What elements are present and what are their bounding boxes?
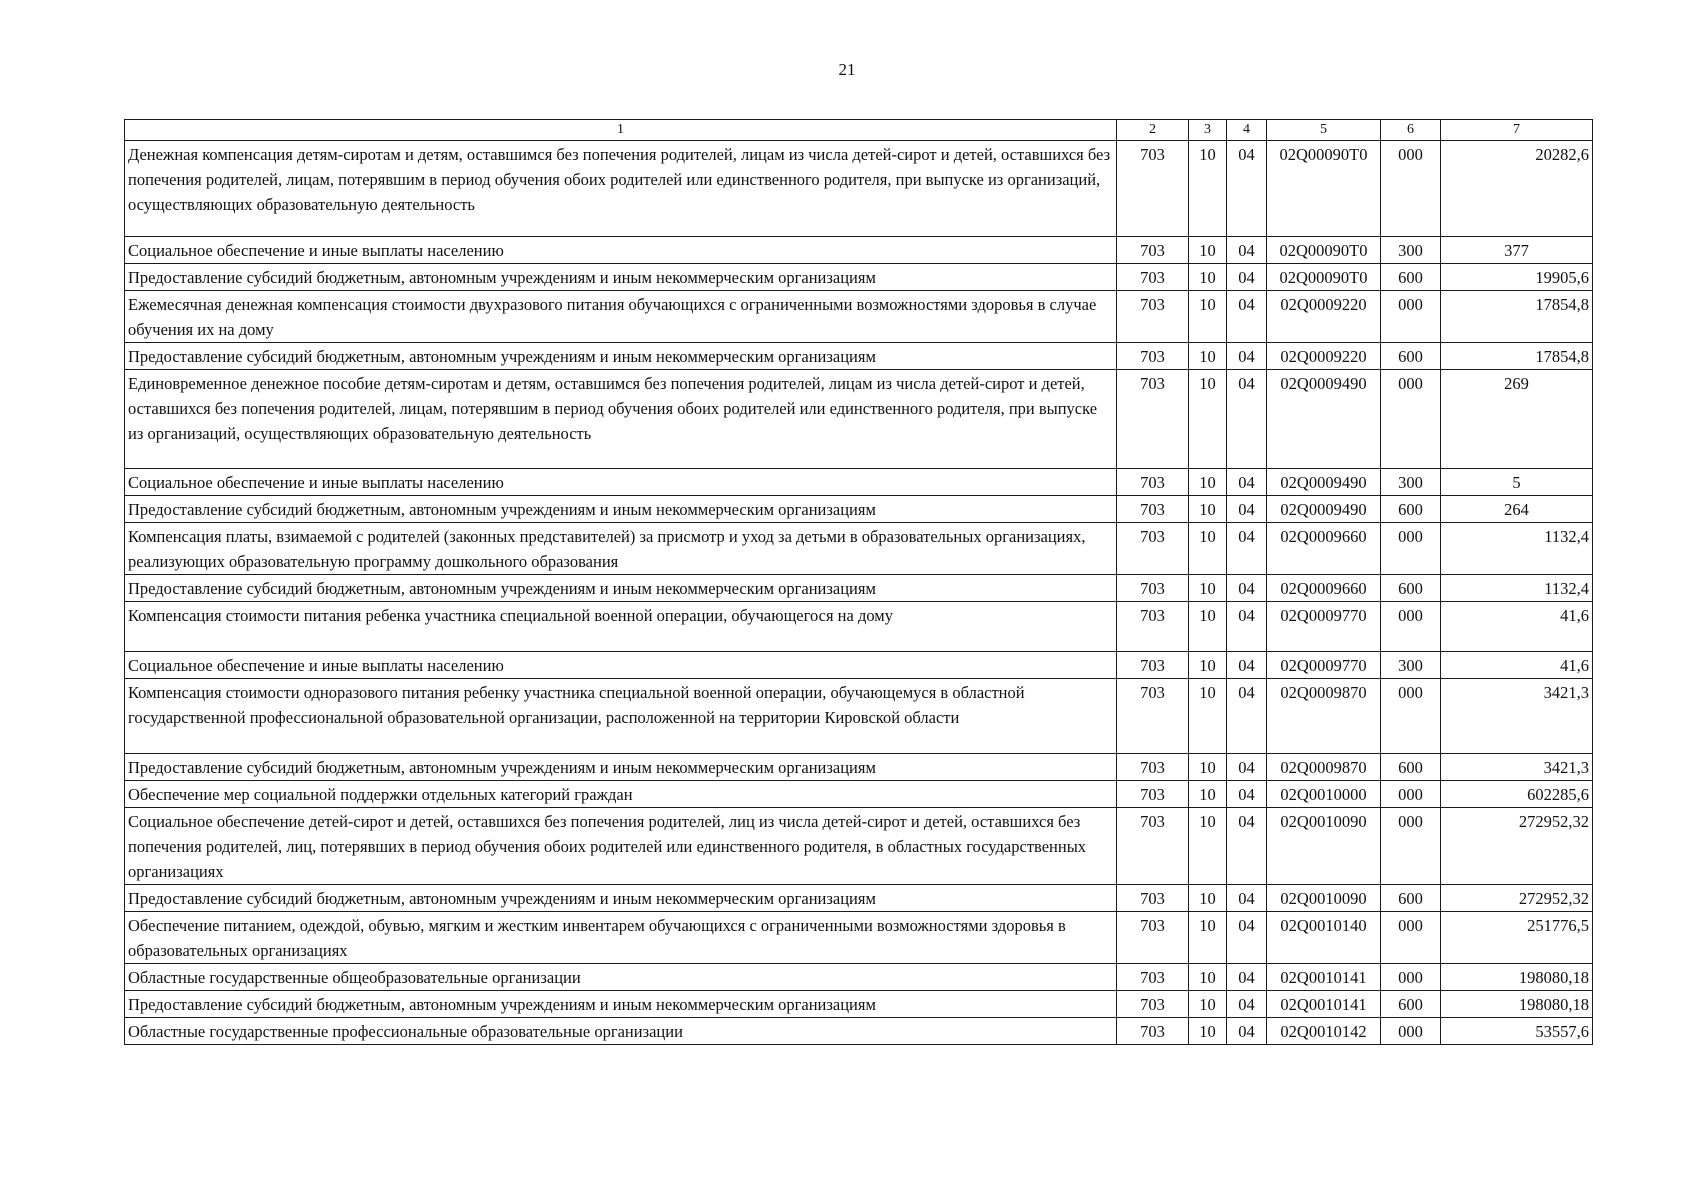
row-name: Предоставление субсидий бюджетным, автономным учреждениям и иным некоммерческим организациям bbox=[125, 496, 1117, 523]
row-subsection-code: 04 bbox=[1227, 141, 1267, 237]
table-row bbox=[125, 652, 1593, 679]
row-section-code: 10 bbox=[1189, 523, 1227, 575]
row-ministry-code: 703 bbox=[1117, 264, 1189, 291]
row-subsection-code: 04 bbox=[1227, 754, 1267, 781]
row-target-article: 02Q0010141 bbox=[1267, 991, 1381, 1018]
col-header-subsection: 4 bbox=[1227, 120, 1267, 141]
row-ministry-code: 703 bbox=[1117, 912, 1189, 964]
row-target-article: 02Q0009870 bbox=[1267, 754, 1381, 781]
row-section-code: 10 bbox=[1189, 264, 1227, 291]
row-amount: 5 bbox=[1441, 469, 1593, 496]
row-subsection-code: 04 bbox=[1227, 808, 1267, 885]
row-name: Предоставление субсидий бюджетным, автономным учреждениям и иным некоммерческим организациям bbox=[125, 885, 1117, 912]
row-section-code: 10 bbox=[1189, 496, 1227, 523]
col-header-ministry: 2 bbox=[1117, 120, 1189, 141]
col-header-name: 1 bbox=[125, 120, 1117, 141]
row-target-article: 02Q0009490 bbox=[1267, 469, 1381, 496]
row-name: Областные государственные общеобразовательные организации bbox=[125, 964, 1117, 991]
row-expense-type: 300 bbox=[1381, 652, 1441, 679]
row-section-code: 10 bbox=[1189, 885, 1227, 912]
table-row bbox=[125, 1018, 1593, 1045]
row-name: Компенсация платы, взимаемой с родителей (законных представителей) за присмотр и уход за детьми в образовательных организациях, реализующих образовательную программу дошкольного образования bbox=[125, 523, 1117, 575]
table-row bbox=[125, 370, 1593, 469]
table-row bbox=[125, 343, 1593, 370]
row-amount: 264 bbox=[1441, 496, 1593, 523]
row-subsection-code: 04 bbox=[1227, 370, 1267, 469]
row-subsection-code: 04 bbox=[1227, 652, 1267, 679]
row-target-article: 02Q0010090 bbox=[1267, 808, 1381, 885]
row-section-code: 10 bbox=[1189, 991, 1227, 1018]
row-name: Социальное обеспечение детей-сирот и детей, оставшихся без попечения родителей, лиц из числа детей-сирот и детей, оставшихся без попечения родителей, лиц, потерявших в период обучения обоих родителей или единственного родителя, в областных государственных организациях bbox=[125, 808, 1117, 885]
row-amount: 269 bbox=[1441, 370, 1593, 469]
row-expense-type: 000 bbox=[1381, 141, 1441, 237]
row-amount: 377 bbox=[1441, 237, 1593, 264]
row-amount: 17854,8 bbox=[1441, 291, 1593, 343]
row-target-article: 02Q00090T0 bbox=[1267, 264, 1381, 291]
row-ministry-code: 703 bbox=[1117, 469, 1189, 496]
row-section-code: 10 bbox=[1189, 370, 1227, 469]
row-name: Предоставление субсидий бюджетным, автономным учреждениям и иным некоммерческим организациям bbox=[125, 575, 1117, 602]
row-target-article: 02Q0009660 bbox=[1267, 575, 1381, 602]
page-number: 21 bbox=[838, 60, 856, 79]
row-amount: 53557,6 bbox=[1441, 1018, 1593, 1045]
row-subsection-code: 04 bbox=[1227, 291, 1267, 343]
row-name: Предоставление субсидий бюджетным, автономным учреждениям и иным некоммерческим организациям bbox=[125, 991, 1117, 1018]
table-row bbox=[125, 291, 1593, 343]
row-ministry-code: 703 bbox=[1117, 496, 1189, 523]
row-ministry-code: 703 bbox=[1117, 141, 1189, 237]
row-name: Социальное обеспечение и иные выплаты населению bbox=[125, 237, 1117, 264]
row-expense-type: 000 bbox=[1381, 964, 1441, 991]
row-target-article: 02Q00090T0 bbox=[1267, 141, 1381, 237]
row-section-code: 10 bbox=[1189, 754, 1227, 781]
row-expense-type: 000 bbox=[1381, 808, 1441, 885]
row-section-code: 10 bbox=[1189, 237, 1227, 264]
row-ministry-code: 703 bbox=[1117, 343, 1189, 370]
row-amount: 1132,4 bbox=[1441, 575, 1593, 602]
row-target-article: 02Q0010141 bbox=[1267, 964, 1381, 991]
row-section-code: 10 bbox=[1189, 291, 1227, 343]
row-ministry-code: 703 bbox=[1117, 1018, 1189, 1045]
row-section-code: 10 bbox=[1189, 964, 1227, 991]
row-name: Компенсация стоимости одноразового питания ребенку участника специальной военной операции, обучающемуся в областной государственной профессиональной образовательной организации, расположенной на территории Кировской области bbox=[125, 679, 1117, 754]
row-section-code: 10 bbox=[1189, 1018, 1227, 1045]
row-target-article: 02Q0009490 bbox=[1267, 496, 1381, 523]
row-ministry-code: 703 bbox=[1117, 523, 1189, 575]
table-row bbox=[125, 523, 1593, 575]
row-ministry-code: 703 bbox=[1117, 781, 1189, 808]
row-ministry-code: 703 bbox=[1117, 754, 1189, 781]
row-expense-type: 000 bbox=[1381, 679, 1441, 754]
row-name: Социальное обеспечение и иные выплаты населению bbox=[125, 469, 1117, 496]
table-row bbox=[125, 885, 1593, 912]
table-row bbox=[125, 808, 1593, 885]
row-ministry-code: 703 bbox=[1117, 964, 1189, 991]
row-name: Единовременное денежное пособие детям-сиротам и детям, оставшимся без попечения родителей, лицам из числа детей-сирот и детей, оставшихся без попечения родителей, лицам, потерявшим в период обучения обоих родителей или единственного родителя, при выпуске из организаций, осуществляющих образовательную деятельность bbox=[125, 370, 1117, 469]
row-ministry-code: 703 bbox=[1117, 885, 1189, 912]
row-ministry-code: 703 bbox=[1117, 370, 1189, 469]
row-name: Областные государственные профессиональные образовательные организации bbox=[125, 1018, 1117, 1045]
col-header-section: 3 bbox=[1189, 120, 1227, 141]
row-name: Ежемесячная денежная компенсация стоимости двухразового питания обучающихся с ограниченными возможностями здоровья в случае обучения их на дому bbox=[125, 291, 1117, 343]
row-subsection-code: 04 bbox=[1227, 602, 1267, 652]
row-section-code: 10 bbox=[1189, 602, 1227, 652]
table-row bbox=[125, 781, 1593, 808]
row-subsection-code: 04 bbox=[1227, 575, 1267, 602]
row-expense-type: 600 bbox=[1381, 991, 1441, 1018]
row-subsection-code: 04 bbox=[1227, 343, 1267, 370]
row-expense-type: 600 bbox=[1381, 264, 1441, 291]
col-header-expense-type: 6 bbox=[1381, 120, 1441, 141]
table-row bbox=[125, 496, 1593, 523]
row-expense-type: 000 bbox=[1381, 523, 1441, 575]
row-subsection-code: 04 bbox=[1227, 964, 1267, 991]
row-subsection-code: 04 bbox=[1227, 781, 1267, 808]
row-ministry-code: 703 bbox=[1117, 679, 1189, 754]
row-target-article: 02Q0009220 bbox=[1267, 291, 1381, 343]
row-name: Компенсация стоимости питания ребенка участника специальной военной операции, обучающегося на дому bbox=[125, 602, 1117, 652]
row-amount: 272952,32 bbox=[1441, 808, 1593, 885]
row-amount: 20282,6 bbox=[1441, 141, 1593, 237]
row-expense-type: 600 bbox=[1381, 343, 1441, 370]
row-amount: 41,6 bbox=[1441, 602, 1593, 652]
row-expense-type: 000 bbox=[1381, 602, 1441, 652]
row-target-article: 02Q0010090 bbox=[1267, 885, 1381, 912]
col-header-amount: 7 bbox=[1441, 120, 1593, 141]
row-subsection-code: 04 bbox=[1227, 912, 1267, 964]
row-expense-type: 000 bbox=[1381, 370, 1441, 469]
row-ministry-code: 703 bbox=[1117, 575, 1189, 602]
row-amount: 17854,8 bbox=[1441, 343, 1593, 370]
row-subsection-code: 04 bbox=[1227, 991, 1267, 1018]
row-name: Предоставление субсидий бюджетным, автономным учреждениям и иным некоммерческим организациям bbox=[125, 754, 1117, 781]
row-subsection-code: 04 bbox=[1227, 469, 1267, 496]
row-expense-type: 600 bbox=[1381, 885, 1441, 912]
row-subsection-code: 04 bbox=[1227, 237, 1267, 264]
row-section-code: 10 bbox=[1189, 912, 1227, 964]
row-expense-type: 600 bbox=[1381, 496, 1441, 523]
table-row bbox=[125, 141, 1593, 237]
row-expense-type: 000 bbox=[1381, 291, 1441, 343]
row-expense-type: 600 bbox=[1381, 754, 1441, 781]
budget-table bbox=[124, 119, 1593, 1045]
row-section-code: 10 bbox=[1189, 343, 1227, 370]
row-target-article: 02Q0010142 bbox=[1267, 1018, 1381, 1045]
row-ministry-code: 703 bbox=[1117, 602, 1189, 652]
row-target-article: 02Q0010000 bbox=[1267, 781, 1381, 808]
row-target-article: 02Q0009220 bbox=[1267, 343, 1381, 370]
row-amount: 198080,18 bbox=[1441, 991, 1593, 1018]
table-row bbox=[125, 469, 1593, 496]
row-target-article: 02Q0009770 bbox=[1267, 602, 1381, 652]
table-row bbox=[125, 602, 1593, 652]
header-row bbox=[125, 120, 1593, 141]
row-expense-type: 000 bbox=[1381, 912, 1441, 964]
table-row bbox=[125, 964, 1593, 991]
row-subsection-code: 04 bbox=[1227, 523, 1267, 575]
row-name: Социальное обеспечение и иные выплаты населению bbox=[125, 652, 1117, 679]
row-section-code: 10 bbox=[1189, 808, 1227, 885]
row-subsection-code: 04 bbox=[1227, 1018, 1267, 1045]
row-ministry-code: 703 bbox=[1117, 291, 1189, 343]
row-amount: 251776,5 bbox=[1441, 912, 1593, 964]
row-target-article: 02Q00090T0 bbox=[1267, 237, 1381, 264]
row-amount: 602285,6 bbox=[1441, 781, 1593, 808]
row-subsection-code: 04 bbox=[1227, 496, 1267, 523]
row-expense-type: 000 bbox=[1381, 781, 1441, 808]
row-amount: 272952,32 bbox=[1441, 885, 1593, 912]
row-section-code: 10 bbox=[1189, 575, 1227, 602]
table-row bbox=[125, 991, 1593, 1018]
table-row bbox=[125, 679, 1593, 754]
row-target-article: 02Q0010140 bbox=[1267, 912, 1381, 964]
row-name: Обеспечение питанием, одеждой, обувью, мягким и жестким инвентарем обучающихся с ограниченными возможностями здоровья в образовательных организациях bbox=[125, 912, 1117, 964]
row-subsection-code: 04 bbox=[1227, 885, 1267, 912]
row-target-article: 02Q0009770 bbox=[1267, 652, 1381, 679]
row-section-code: 10 bbox=[1189, 679, 1227, 754]
row-target-article: 02Q0009870 bbox=[1267, 679, 1381, 754]
row-amount: 3421,3 bbox=[1441, 754, 1593, 781]
row-expense-type: 300 bbox=[1381, 237, 1441, 264]
row-subsection-code: 04 bbox=[1227, 264, 1267, 291]
row-amount: 3421,3 bbox=[1441, 679, 1593, 754]
row-ministry-code: 703 bbox=[1117, 237, 1189, 264]
table-row bbox=[125, 912, 1593, 964]
table-body bbox=[125, 141, 1593, 1045]
row-name: Денежная компенсация детям-сиротам и детям, оставшимся без попечения родителей, лицам из числа детей-сирот и детей, оставшихся без попечения родителей, лицам, потерявшим в период обучения обоих родителей или единственного родителя, при выпуске из организаций, осуществляющих образовательную деятельность bbox=[125, 141, 1117, 237]
row-ministry-code: 703 bbox=[1117, 652, 1189, 679]
table-row bbox=[125, 754, 1593, 781]
row-target-article: 02Q0009660 bbox=[1267, 523, 1381, 575]
row-section-code: 10 bbox=[1189, 652, 1227, 679]
row-section-code: 10 bbox=[1189, 781, 1227, 808]
table-row bbox=[125, 575, 1593, 602]
row-section-code: 10 bbox=[1189, 469, 1227, 496]
row-name: Предоставление субсидий бюджетным, автономным учреждениям и иным некоммерческим организациям bbox=[125, 343, 1117, 370]
row-amount: 1132,4 bbox=[1441, 523, 1593, 575]
row-ministry-code: 703 bbox=[1117, 808, 1189, 885]
row-expense-type: 600 bbox=[1381, 575, 1441, 602]
col-header-target-article: 5 bbox=[1267, 120, 1381, 141]
row-subsection-code: 04 bbox=[1227, 679, 1267, 754]
row-ministry-code: 703 bbox=[1117, 991, 1189, 1018]
row-expense-type: 300 bbox=[1381, 469, 1441, 496]
row-section-code: 10 bbox=[1189, 141, 1227, 237]
row-name: Обеспечение мер социальной поддержки отдельных категорий граждан bbox=[125, 781, 1117, 808]
row-amount: 19905,6 bbox=[1441, 264, 1593, 291]
row-expense-type: 000 bbox=[1381, 1018, 1441, 1045]
table-row bbox=[125, 237, 1593, 264]
row-amount: 198080,18 bbox=[1441, 964, 1593, 991]
row-amount: 41,6 bbox=[1441, 652, 1593, 679]
row-target-article: 02Q0009490 bbox=[1267, 370, 1381, 469]
table-row bbox=[125, 264, 1593, 291]
row-name: Предоставление субсидий бюджетным, автономным учреждениям и иным некоммерческим организациям bbox=[125, 264, 1117, 291]
